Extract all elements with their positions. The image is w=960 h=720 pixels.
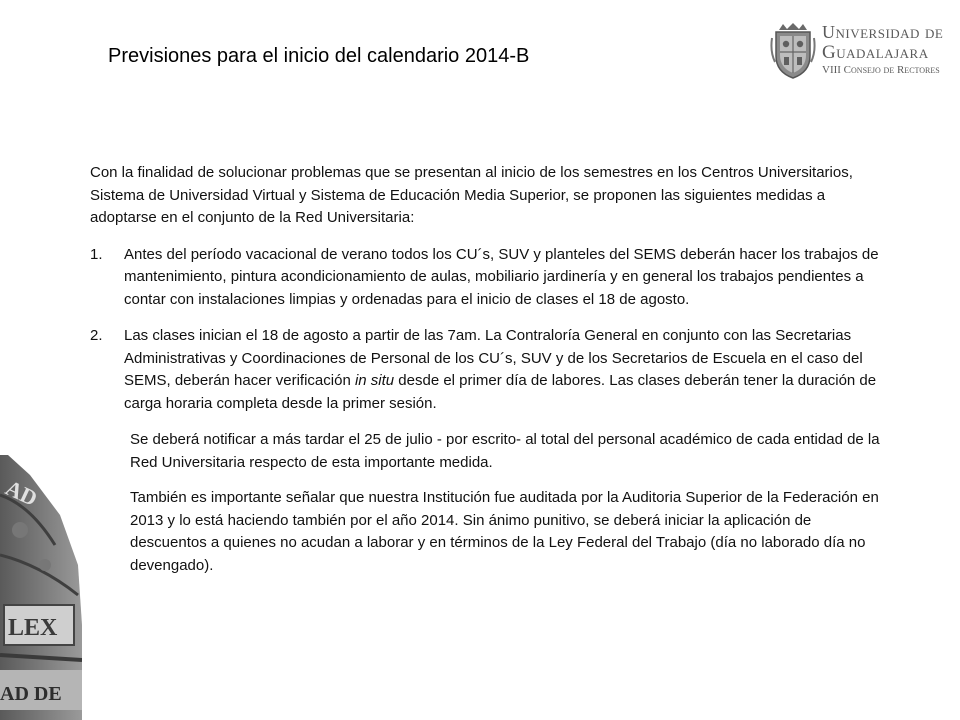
audit-paragraph: También es importante señalar que nuestra Institución fue auditada por la Auditoria Superior de la Federación en 2013 y lo está haciendo también por el año 2014. Sin ánimo punitivo, se deberá iniciar la aplicación de descuentos a quienes no acudan a laborar y en términos de la Ley Federal del Trabajo (día no laborado día no devengado). xyxy=(130,489,879,574)
university-logo xyxy=(770,20,950,90)
building-facade-image xyxy=(0,455,82,720)
notify-paragraph: Se deberá notificar a más tardar el 25 de julio - por escrito- al total del personal académico de cada entidad de la Red Universitaria respecto de esta importante medida. xyxy=(130,431,880,471)
list-item-text-start: Las clases inician el 18 de agosto a partir de las 7am. La Contraloría General en conjunto con las Secretarias Administrativas y Coordinaciones de Personal de los CU´s, SUV y de los Secretarios de Escuela en el caso del SEMS, deberán hacer verificación xyxy=(124,327,863,389)
intro-paragraph: Con la finalidad de solucionar problemas que se presentan al inicio de los semestres en los Centros Universitarios, Sistema de Universidad Virtual y Sistema de Educación Media Superior, se proponen las siguientes medidas a adoptarse en el conjunto de la Red Universitaria: xyxy=(90,164,853,226)
university-seal-icon xyxy=(770,22,816,80)
list-item-2 xyxy=(90,325,890,415)
list-item-text: Antes del período vacacional de verano todos los CU´s, SUV y planteles del SEMS deberán hacer los trabajos de mantenimiento, pintura acondicionamiento de aulas, mobiliario jardinería y en general los trabajos pendientes a contar con instalaciones limpias y ordenadas para el inicio de clases el 18 de agosto. xyxy=(124,245,879,308)
list-item-number: 1. xyxy=(90,245,103,263)
list-item-1 xyxy=(90,244,890,312)
building-inscription-middle: LEX xyxy=(8,615,58,641)
logo-wordmark xyxy=(822,23,943,76)
logo-line-council: VIII Consejo de Rectores xyxy=(822,64,940,76)
logo-line-guadalajara: Guadalajara xyxy=(822,42,929,63)
building-inscription-bottom: AD DE xyxy=(0,683,62,705)
document-body xyxy=(90,162,890,590)
building-inscription-top: AD xyxy=(1,474,42,511)
list-item-text-italic: in situ xyxy=(354,372,395,389)
list-item-number: 2. xyxy=(90,327,103,344)
slide-title: Previsiones para el inicio del calendario 2014-B xyxy=(108,45,530,67)
list-item-text-end: desde el primer día de labores. Las clases deberán tener la duración de carga horaria completa desde la primer sesión. xyxy=(124,372,877,412)
logo-line-university: Universidad de xyxy=(822,22,944,42)
